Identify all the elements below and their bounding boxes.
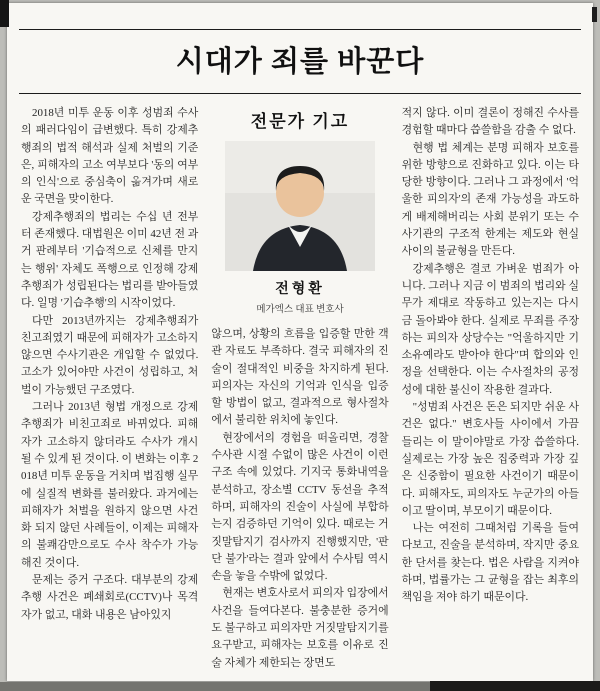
paragraph: 2018년 미투 운동 이후 성범죄 수사의 패러다임이 급변했다. 특히 강제추행죄의 법적 해석과 실제 처벌의 기준은, 피해자의 고소 여부보다 '동의 여부의 인식'으로 중심축이 옮겨가며 새로운 국면을 맞이한다.	[21, 107, 199, 206]
paragraph: 그러나 2013년 형법 개정으로 강제추행죄가 비친고죄로 바뀌었다. 피해자가 고소하지 않더라도 수사가 개시될 수 있게 된 것이다. 이 변화는 이후 2018년 미투 운동을 거치며 법집행 실무에 실질적 변화를 불러왔다. 과거에는 피해자가 처벌을 원하지 않으면 사건화 되지 않던 사례들이, 이제는 피해자의 불쾌감만으로도 수사 착수가 가능해진 것이다.	[21, 401, 199, 569]
paragraph: 적지 않다. 이미 결론이 정해진 수사를 경험할 때마다 씁쓸함을 감출 수 없다.	[401, 107, 579, 137]
paragraph: "성범죄 사건은 돈은 되지만 쉬운 사건은 없다." 변호사들 사이에서 가끔 들리는 이 말이야말로 가장 씁쓸하다. 실제로는 가장 높은 집중력과 가장 깊은 신중함이 필요한 사건이기 때문이다. 피해자도, 피의자도 누군가의 아들이고 딸이며, 부모이기 때문이다.	[401, 401, 579, 517]
person-portrait-icon	[225, 141, 375, 271]
paragraph: 현재는 변호사로서 피의자 입장에서 사건을 들여다본다. 불충분한 증거에도 불구하고 피의자만 거짓말탐지기를 요구받고, 피해자는 보호를 이유로 진술 자체가 제한되는 장면도	[211, 587, 389, 669]
title-rule-bottom	[19, 93, 581, 94]
article-body	[21, 105, 579, 671]
paragraph: 문제는 증거 구조다. 대부분의 강제추행 사건은 폐쇄회로(CCTV)나 목격자가 없고, 대화 내용은 남아있지	[21, 574, 199, 621]
article-title: 시대가 죄를 바꾼다	[175, 46, 425, 78]
scan-artifact-left-top	[0, 0, 9, 27]
paragraph: 나는 여전히 그때처럼 기록을 들여다보고, 진술을 분석하며, 작지만 중요한 단서를 찾는다. 법은 사람을 지켜야 하며, 법률가는 그 균형을 잡는 최후의 책임을 져야 하기 때문이다.	[401, 522, 579, 604]
column-middle	[211, 105, 388, 671]
author-name: 전형환	[275, 282, 325, 297]
column-left	[21, 105, 198, 671]
scan-artifact-top-right	[592, 7, 597, 22]
paragraph: 현장에서의 경험을 떠올리면, 경찰 수사관 시절 수없이 많은 사건이 이런 구조 속에 있었다. 기지국 통화내역을 분석하고, 장소별 CCTV 동선을 추적하며, 피해자의 진술이 사실에 부합하는지 검증하던 기억이 있다. 때로는 거짓말탐지기 검사까지 진행했지만, '판단 불가'라는 결과 앞에서 수사팀 역시 손을 놓을 수밖에 없었다.	[211, 431, 389, 583]
title-rule-top	[19, 29, 581, 30]
author-photo	[225, 141, 375, 271]
expert-box-heading: 전문가 기고	[250, 112, 350, 131]
paragraph: 다만 2013년까지는 강제추행죄가 친고죄였기 때문에 피해자가 고소하지 않으면 수사기관은 개입할 수 없었다. 고소가 있어야만 사건이 성립하고, 처벌이 가능했던 구조였다.	[21, 314, 199, 396]
paragraph: 현행 법 체계는 분명 피해자 보호를 위한 방향으로 진화하고 있다. 이는 타당한 방향이다. 그러나 그 과정에서 '억울한 피의자'의 존재 가능성을 과도하게 배제해버리는 사회 분위기 또는 수사기관의 구조적 한계는 제도와 현실 사이의 불균형을 만든다.	[401, 141, 579, 258]
column-right	[402, 105, 579, 671]
author-role: 메가엑스 대표 변호사	[256, 305, 344, 315]
newspaper-page	[7, 3, 593, 681]
paragraph: 강제추행은 결코 가벼운 범죄가 아니다. 그러나 지금 이 범죄의 법리와 실무가 제대로 작동하고 있는지는 다시금 돌아봐야 한다. 실제로 무죄를 주장하는 피의자 상당수는 "억울하지만 기소유예라도 받아야 한다"며 합의와 인정을 선택한다. 이는 수사절차의 공정성에 대한 불신이 작용한 결과다.	[401, 262, 579, 396]
scan-artifact-bottom-right	[430, 681, 600, 691]
paragraph: 강제추행죄의 법리는 수십 년 전부터 존재했다. 대법원은 이미 42년 전 과거 판례부터 '기습적으로 신체를 만지는 행위' 자체도 폭행으로 인정해 강제추행죄가 성립된다는 법리를 받아들였다. 일명 '기습추행'의 시작이었다.	[21, 210, 199, 310]
paragraph: 않으며, 상황의 흐름을 입증할 만한 객관 자료도 부족하다. 결국 피해자의 진술이 절대적인 비중을 차지하게 된다. 피의자는 자신의 기억과 인식을 입증할 방법이 없고, 결과적으로 형사절차에서 불리한 위치에 놓인다.	[211, 328, 389, 427]
